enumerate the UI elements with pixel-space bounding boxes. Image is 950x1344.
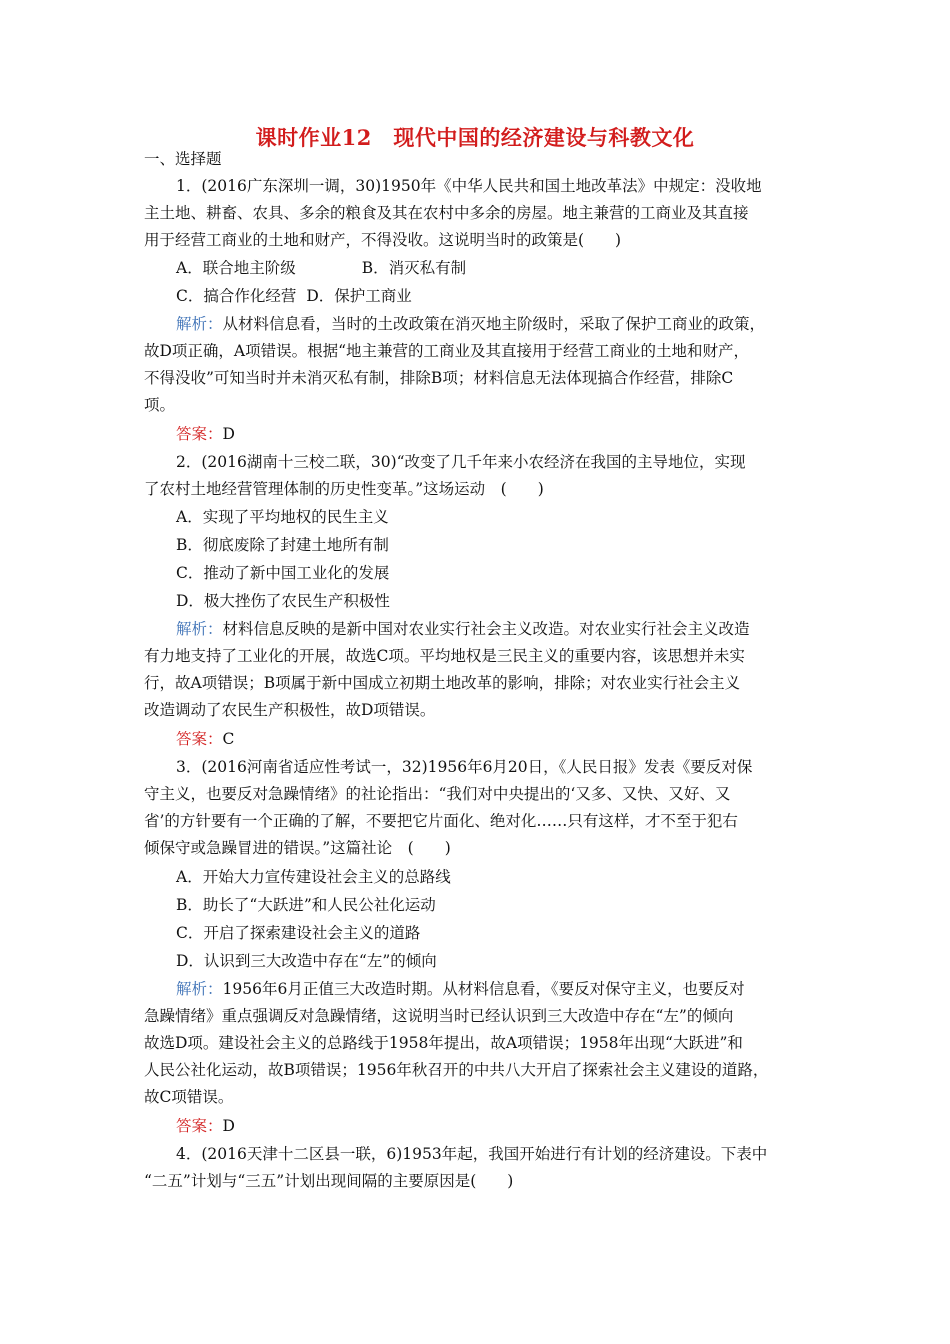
q2-analysis-line: 解析：材料信息反映的是新中国对农业实行社会主义改造。对农业实行社会主义改造	[176, 620, 750, 638]
q1-analysis-line: 不得没收”可知当时并未消灭私有制，排除B项；材料信息无法体现搞合作经营，排除C	[144, 369, 734, 387]
q3-analysis-line: 人民公社化运动，故B项错误；1956年秋召开的中共八大开启了探索社会主义建设的道路，	[144, 1061, 769, 1079]
q2-analysis-line: 改造调动了农民生产积极性，故D项错误。	[144, 701, 436, 719]
q2-answer-value: C	[222, 730, 235, 748]
q1-option-a: A．联合地主阶级	[176, 259, 296, 277]
q3-answer	[176, 1116, 235, 1136]
answer-label: 答案：	[176, 730, 223, 748]
q3-option-c: C．开启了探索建设社会主义的道路	[176, 924, 421, 942]
q1-options-row-2	[176, 286, 412, 306]
answer-label: 答案：	[176, 425, 223, 443]
q3-analysis-line: 急躁情绪》重点强调反对急躁情绪，这说明当时已经认识到三大改造中存在“左”的倾向	[144, 1007, 734, 1025]
q1-answer	[176, 424, 235, 444]
q3-analysis-line: 故选D项。建设社会主义的总路线于1958年提出，故A项错误；1958年出现“大跃进”和	[144, 1034, 743, 1052]
q3-analysis-line: 解析：1956年6月正值三大改造时期。从材料信息看，《要反对保守主义，也要反对	[176, 980, 745, 998]
page-title: 课时作业12 现代中国的经济建设与科教文化	[255, 125, 695, 150]
q1-analysis-line: 解析：从材料信息看，当时的土改政策在消灭地主阶级时，采取了保护工商业的政策，	[176, 315, 766, 333]
analysis-label: 解析：	[176, 980, 223, 998]
q1-stem-line: 1．(2016广东深圳一调，30)1950年《中华人民共和国土地改革法》中规定：没收地	[176, 177, 762, 195]
q1-analysis-line: 故D项正确，A项错误。根据“地主兼营的工商业及其直接用于经营工商业的土地和财产，	[144, 342, 750, 360]
q3-stem-line: 3．(2016河南省适应性考试一，32)1956年6月20日，《人民日报》发表《要反对保	[176, 758, 753, 776]
q1-analysis-line: 项。	[144, 396, 176, 414]
q3-option-b: B．助长了“大跃进”和人民公社化运动	[176, 896, 436, 914]
q1-stem-line: 主土地、耕畜、农具、多余的粮食及其在农村中多余的房屋。地主兼营的工商业及其直接	[144, 204, 749, 222]
q2-analysis-line: 有力地支持了工业化的开展，故选C项。平均地权是三民主义的重要内容，该思想并未实	[144, 647, 745, 665]
q4-stem-line: 4．(2016天津十二区县一联，6)1953年起，我国开始进行有计划的经济建设。下表中	[176, 1145, 768, 1163]
q2-option-c: C．推动了新中国工业化的发展	[176, 564, 390, 582]
q3-analysis-line: 故C项错误。	[144, 1088, 234, 1106]
q2-stem-line: 2．(2016湖南十三校二联，30)“改变了几千年来小农经济在我国的主导地位，实现	[176, 453, 746, 471]
q3-stem-line: 守主义，也要反对急躁情绪》的社论指出：“我们对中央提出的‘又多、又快、又好、又	[144, 785, 731, 803]
q3-option-d: D．认识到三大改造中存在“左”的倾向	[176, 952, 437, 970]
q1-option-b: B．消灭私有制	[361, 259, 467, 277]
q2-option-b: B．彻底废除了封建土地所有制	[176, 536, 389, 554]
q2-option-a: A．实现了平均地权的民生主义	[176, 508, 389, 526]
q3-option-a: A．开始大力宣传建设社会主义的总路线	[176, 868, 451, 886]
answer-label: 答案：	[176, 1117, 223, 1135]
q1-option-c: C．搞合作化经营	[176, 287, 297, 305]
q3-answer-value: D	[222, 1117, 235, 1135]
q1-options-row-1	[176, 258, 466, 278]
q3-stem-line: 省’的方针要有一个正确的了解，不要把它片面化、绝对化……只有这样，才不至于犯右	[144, 812, 738, 830]
q4-stem-line: “二五”计划与“三五”计划出现间隔的主要原因是( )	[144, 1172, 514, 1190]
q3-stem-line: 倾保守或急躁冒进的错误。”这篇社论 ( )	[144, 839, 451, 857]
q1-stem-line: 用于经营工商业的土地和财产，不得没收。这说明当时的政策是( )	[144, 231, 622, 249]
analysis-label: 解析：	[176, 315, 223, 333]
section-heading: 一、选择题	[144, 150, 222, 168]
q1-option-d: D．保护工商业	[306, 287, 412, 305]
q1-answer-value: D	[222, 425, 235, 443]
q2-answer	[176, 729, 234, 749]
q2-option-d: D．极大挫伤了农民生产积极性	[176, 592, 390, 610]
analysis-label: 解析：	[176, 620, 223, 638]
q2-stem-line: 了农村土地经营管理体制的历史性变革。”这场运动 ( )	[144, 480, 544, 498]
q2-analysis-line: 行，故A项错误；B项属于新中国成立初期土地改革的影响，排除；对农业实行社会主义	[144, 674, 741, 692]
